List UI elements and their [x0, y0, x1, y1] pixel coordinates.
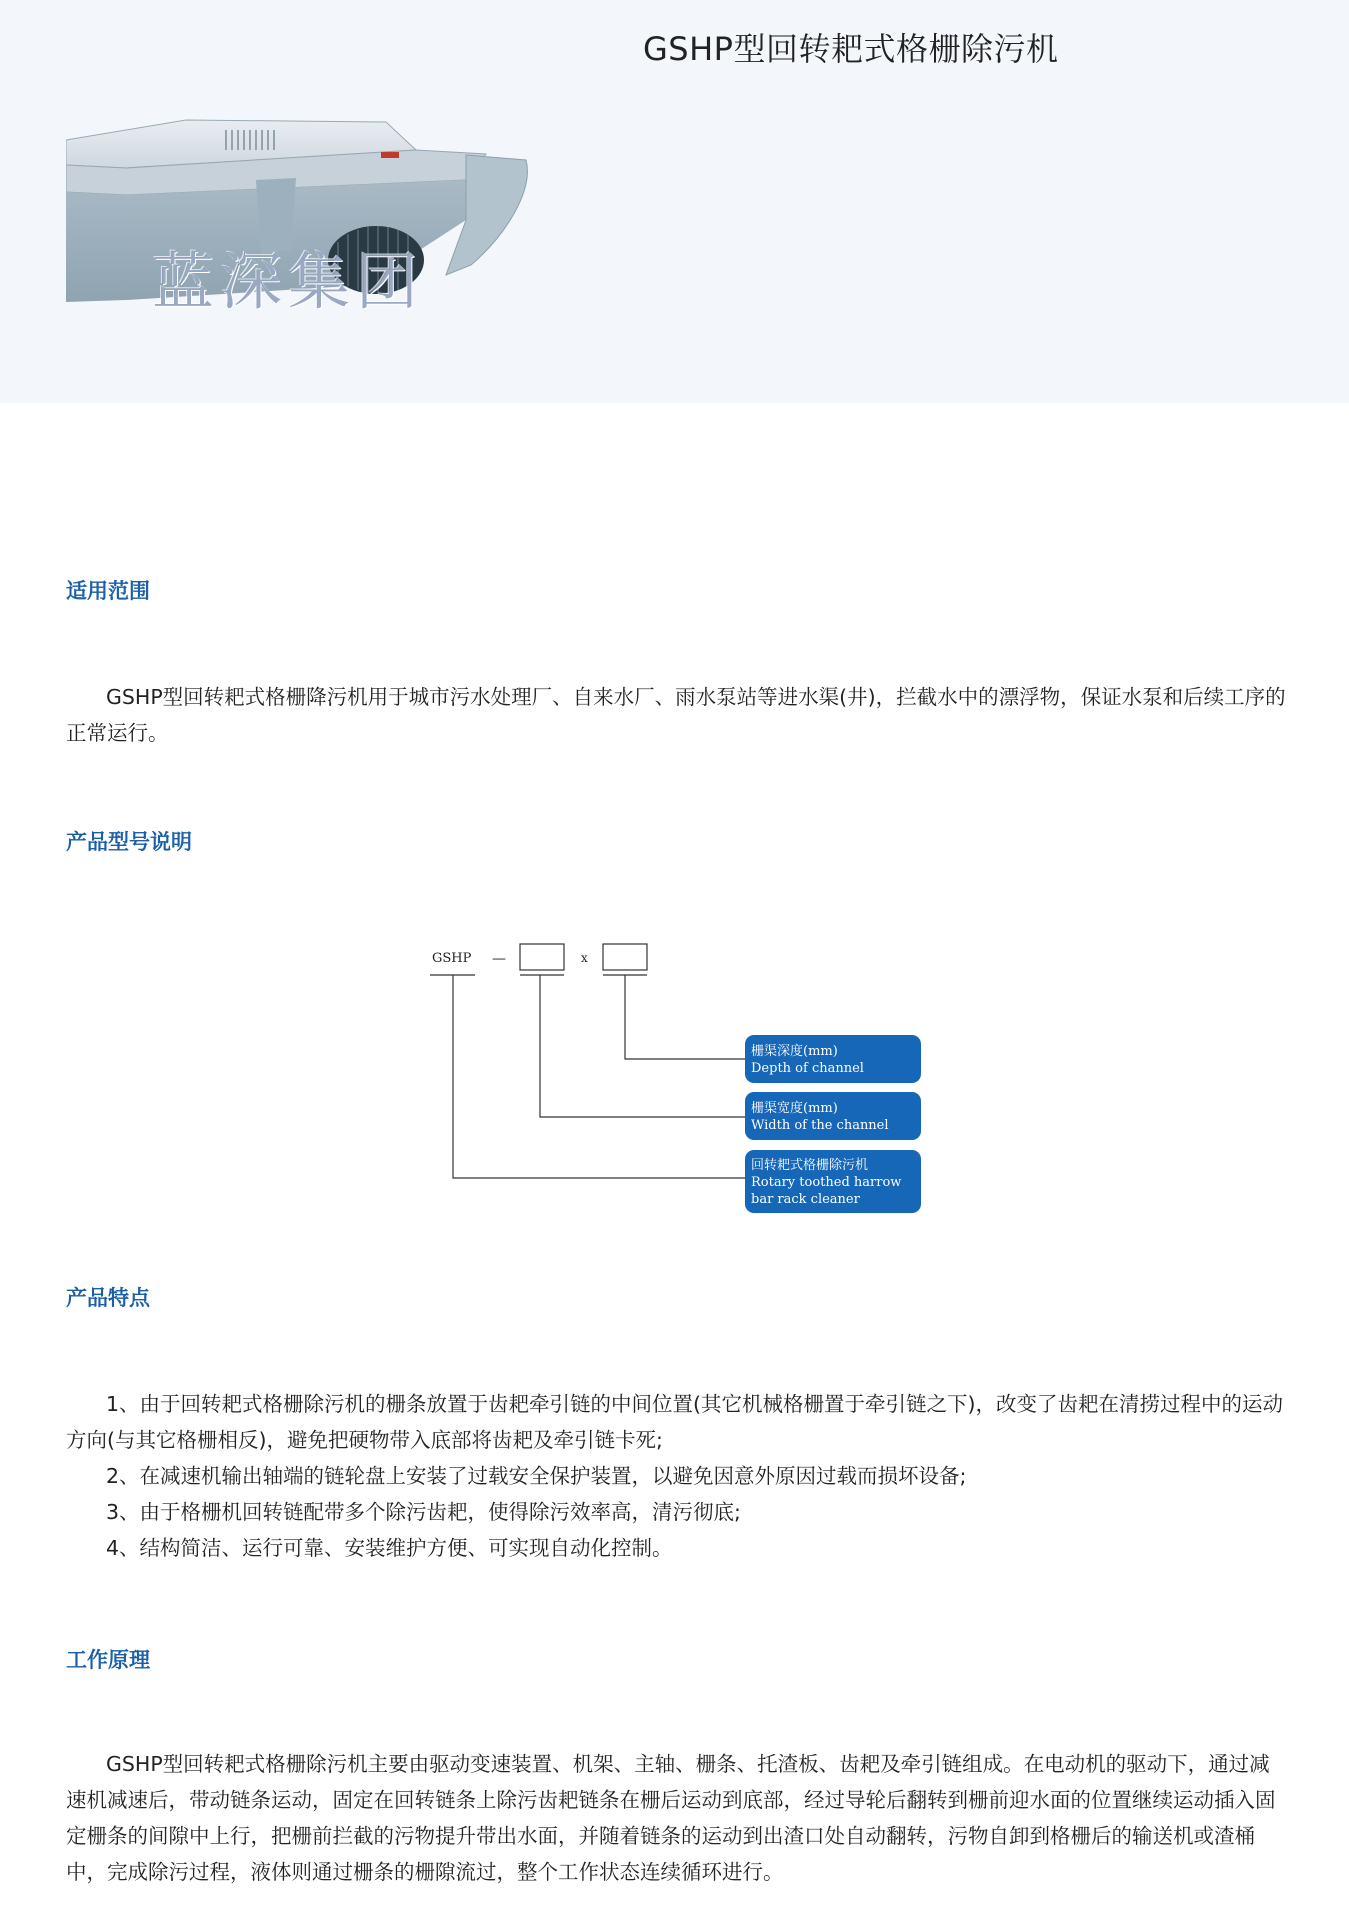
feature-item: 3、由于格栅机回转链配带多个除污齿耙，使得除污效率高，清污彻底; — [106, 1500, 741, 1524]
principle-text: GSHP型回转耙式格栅除污机主要由驱动变速装置、机架、主轴、栅条、托渣板、齿耙及牵引链组成。在电动机的驱动下，通过减速机减速后，带动链条运动，固定在回转链条上除污齿耙链条在栅后运动到底部，经过导轮后翻转到栅前迎水面的位置继续运动插入固定栅条的间隙中上行，把栅前拦截的污物提升带出水面，并随着链条的运动到出渣口处自动翻转，污物自卸到格栅后的输送机或渣桶中，完成除污过程，液体则通过栅条的栅隙流过，整个工作状态连续循环进行。 — [66, 1752, 1276, 1884]
label-depth-en: Depth of channel — [751, 1061, 864, 1076]
label-type-en-2: bar rack cleaner — [751, 1192, 860, 1207]
features-list — [66, 1386, 1286, 1566]
label-type-cn: 回转耙式格栅除污机 — [751, 1158, 869, 1173]
principle-heading: 工作原理 — [66, 1648, 150, 1672]
model-heading: 产品型号说明 — [66, 830, 192, 854]
label-width-cn: 栅渠宽度(mm) — [751, 1101, 838, 1116]
hero-banner — [0, 0, 1349, 403]
model-times: x — [581, 951, 588, 965]
label-width-en: Width of the channel — [751, 1118, 889, 1133]
width-box — [520, 944, 564, 970]
product-title: GSHP型回转耙式格栅除污机 — [643, 30, 1059, 68]
features-heading: 产品特点 — [66, 1286, 150, 1310]
model-dash: — — [492, 951, 506, 967]
label-depth-cn: 栅渠深度(mm) — [751, 1044, 838, 1059]
depth-box — [603, 944, 647, 970]
feature-item: 1、由于回转耙式格栅除污机的栅条放置于齿耙牵引链的中间位置(其它机械格栅置于牵引链之下)，改变了齿耙在清捞过程中的运动方向(与其它格栅相反)，避免把硬物带入底部将齿耙及牵引链卡死; — [66, 1392, 1284, 1452]
model-code: GSHP — [432, 951, 472, 966]
scope-text: GSHP型回转耙式格栅降污机用于城市污水处理厂、自来水厂、雨水泵站等进水渠(井)，拦截水中的漂浮物，保证水泵和后续工序的正常运行。 — [66, 685, 1286, 745]
label-type-en-1: Rotary toothed harrow — [751, 1175, 902, 1190]
model-diagram — [420, 935, 940, 1225]
feature-item: 4、结构简洁、运行可靠、安装维护方便、可实现自动化控制。 — [106, 1536, 673, 1560]
feature-item: 2、在减速机输出轴端的链轮盘上安装了过载安全保护装置，以避免因意外原因过载而损坏设备; — [106, 1464, 967, 1488]
brand-watermark: 蓝深集团 — [152, 245, 425, 318]
scope-heading: 适用范围 — [66, 579, 150, 603]
